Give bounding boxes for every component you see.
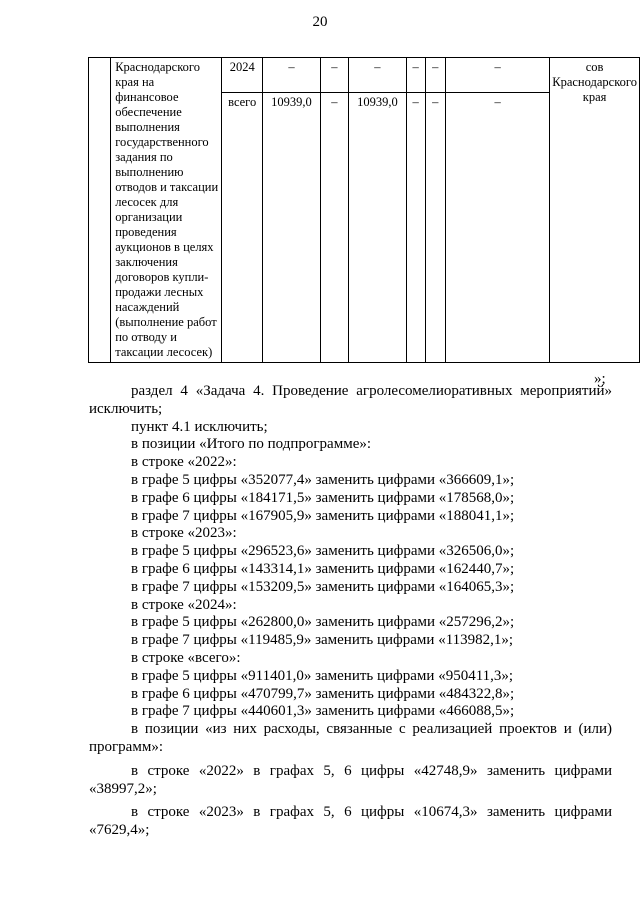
text-line: в строке «2024»: <box>131 596 237 613</box>
table-cell-value: – <box>446 58 550 93</box>
table-cell-executor: сов Краснодарского края <box>550 58 640 363</box>
table-cell-value: – <box>406 58 425 93</box>
text-line: в графе 7 цифры «440601,3» заменить цифрами «466088,5»; <box>131 703 515 720</box>
text-line: в позиции «Итого по подпрограмме»: <box>131 436 372 453</box>
text-line: в графе 6 цифры «470799,7» заменить цифрами «484322,8»; <box>131 685 515 702</box>
text-line: в строке «2023» в графах 5, 6 цифры «10674,3» заменить цифрами <box>131 804 612 821</box>
table-cell-value: – <box>320 58 348 93</box>
text-line: в графе 5 цифры «352077,4» заменить цифрами «366609,1»; <box>131 471 515 488</box>
table-row <box>89 58 640 93</box>
table-cell-value: 10939,0 <box>263 93 321 363</box>
text-line: в графе 6 цифры «184171,5» заменить цифрами «178568,0»; <box>131 489 515 506</box>
table-cell-value: – <box>320 93 348 363</box>
table-cell-value: – <box>425 58 445 93</box>
table-cell-value: – <box>406 93 425 363</box>
page-number: 20 <box>312 14 328 30</box>
text-line: в графе 5 цифры «262800,0» заменить цифрами «257296,2»; <box>131 614 515 631</box>
text-line: «7629,4»; <box>89 822 150 839</box>
text-line: в строке «всего»: <box>131 649 241 666</box>
table-closing-quote: »; <box>594 371 606 387</box>
amendment-text <box>89 371 612 840</box>
text-line: в графе 7 цифры «119485,9» заменить цифрами «113982,1»; <box>131 632 514 649</box>
text-line: в графе 6 цифры «143314,1» заменить цифрами «162440,7»; <box>131 560 515 577</box>
table-cell-value: – <box>263 58 321 93</box>
text-line: в графе 5 цифры «911401,0» заменить цифрами «950411,3»; <box>131 667 514 684</box>
text-line: «38997,2»; <box>89 780 157 797</box>
table-cell-empty <box>89 58 111 363</box>
text-line: в графе 7 цифры «167905,9» заменить цифрами «188041,1»; <box>131 507 515 524</box>
text-line: программ»: <box>89 738 163 755</box>
text-line: раздел 4 «Задача 4. Проведение агролесомелиоративных мероприятий» <box>131 383 612 399</box>
table-cell-year: всего <box>222 93 263 363</box>
table-cell-description: Краснодарского края на финансовое обеспечение выполнения государственного задания по выполнению отводов и таксации лесосек для организации проведения аукционов в целях заключения договоров купли-продажи лесных насаждений (выполнение работ по отводу и таксации лесосек) <box>111 58 222 363</box>
table-cell-value: – <box>425 93 445 363</box>
table-cell-year: 2024 <box>222 58 263 93</box>
text-line: в позиции «из них расходы, связанные с реализацией проектов и (или) <box>131 721 612 738</box>
text-line: в строке «2022» в графах 5, 6 цифры «42748,9» заменить цифрами <box>131 762 612 779</box>
budget-table <box>88 57 640 363</box>
text-line: исключить; <box>89 400 163 417</box>
text-line: пункт 4.1 исключить; <box>131 418 268 435</box>
text-line: в строке «2022»: <box>131 454 237 471</box>
text-line: в строке «2023»: <box>131 525 237 542</box>
table-cell-value: – <box>446 93 550 363</box>
table-cell-value: – <box>349 58 407 93</box>
table-cell-value: 10939,0 <box>349 93 407 363</box>
text-line: в графе 7 цифры «153209,5» заменить цифрами «164065,3»; <box>131 578 515 595</box>
text-line: в графе 5 цифры «296523,6» заменить цифрами «326506,0»; <box>131 543 515 560</box>
